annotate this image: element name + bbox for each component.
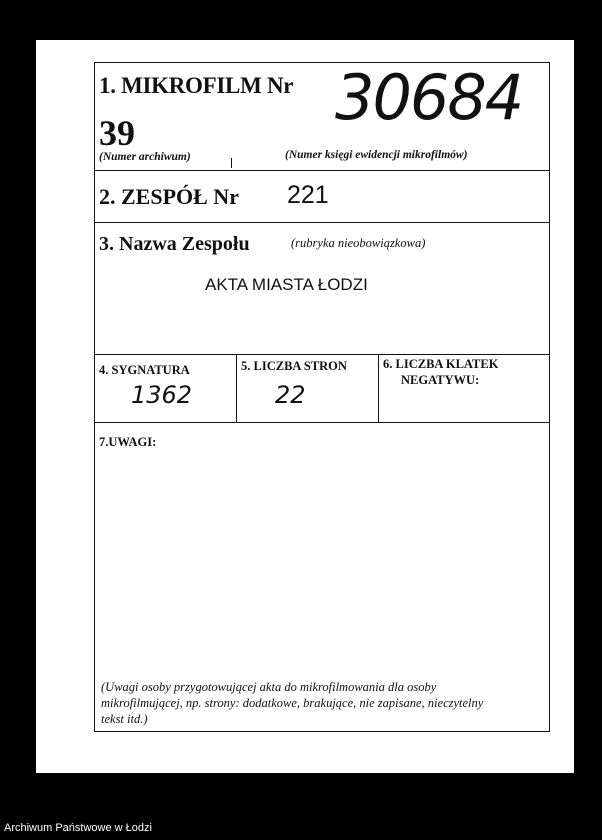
zespol-number: 221: [287, 181, 329, 209]
archive-footer: Archiwum Państwowe w Łodzi: [4, 822, 152, 834]
sygnatura-value: 1362: [131, 381, 193, 409]
liczba-klatek-label-line2: NEGATYWU:: [401, 373, 480, 387]
liczba-klatek-label-line1: 6. LICZBA KLATEK: [383, 357, 499, 371]
form-frame: [94, 62, 550, 732]
mikrofilm-label: 1. MIKROFILM Nr: [99, 73, 294, 98]
zespol-section: [95, 171, 549, 223]
register-number-caption: (Numer księgi ewidencji mikrofilmów): [285, 149, 468, 161]
nazwa-note: (rubryka nieobowiązkowa): [291, 236, 426, 250]
liczba-stron-value: 22: [275, 381, 306, 409]
zespol-label: 2. ZESPÓŁ Nr: [99, 184, 239, 209]
mikrofilm-section: [95, 63, 549, 171]
archive-number: 39: [99, 113, 135, 153]
sygnatura-label: 4. SYGNATURA: [99, 363, 190, 377]
liczba-stron-label: 5. LICZBA STRON: [241, 359, 347, 373]
nazwa-section: [95, 223, 549, 355]
uwagi-label: 7.UWAGI:: [99, 435, 157, 449]
liczba-stron-cell: [237, 355, 379, 422]
caption-divider: [231, 158, 232, 168]
counts-section: [95, 355, 549, 423]
nazwa-value: AKTA MIASTA ŁODZI: [205, 275, 368, 294]
register-number: 30684: [335, 61, 523, 134]
sygnatura-cell: [95, 355, 237, 422]
archive-number-caption: (Numer archiwum): [99, 151, 191, 163]
uwagi-instructions: (Uwagi osoby przygotowującej akta do mikrofilmowania dla osoby mikrofilmującej, np. strony: dodatkowe, brakujące, nie zapisane, nieczytelny tekst itd.): [101, 680, 484, 726]
liczba-klatek-cell: [379, 355, 549, 422]
nazwa-label: 3. Nazwa Zespołu: [99, 233, 250, 255]
document-card: [36, 40, 574, 773]
uwagi-section: [95, 423, 549, 731]
